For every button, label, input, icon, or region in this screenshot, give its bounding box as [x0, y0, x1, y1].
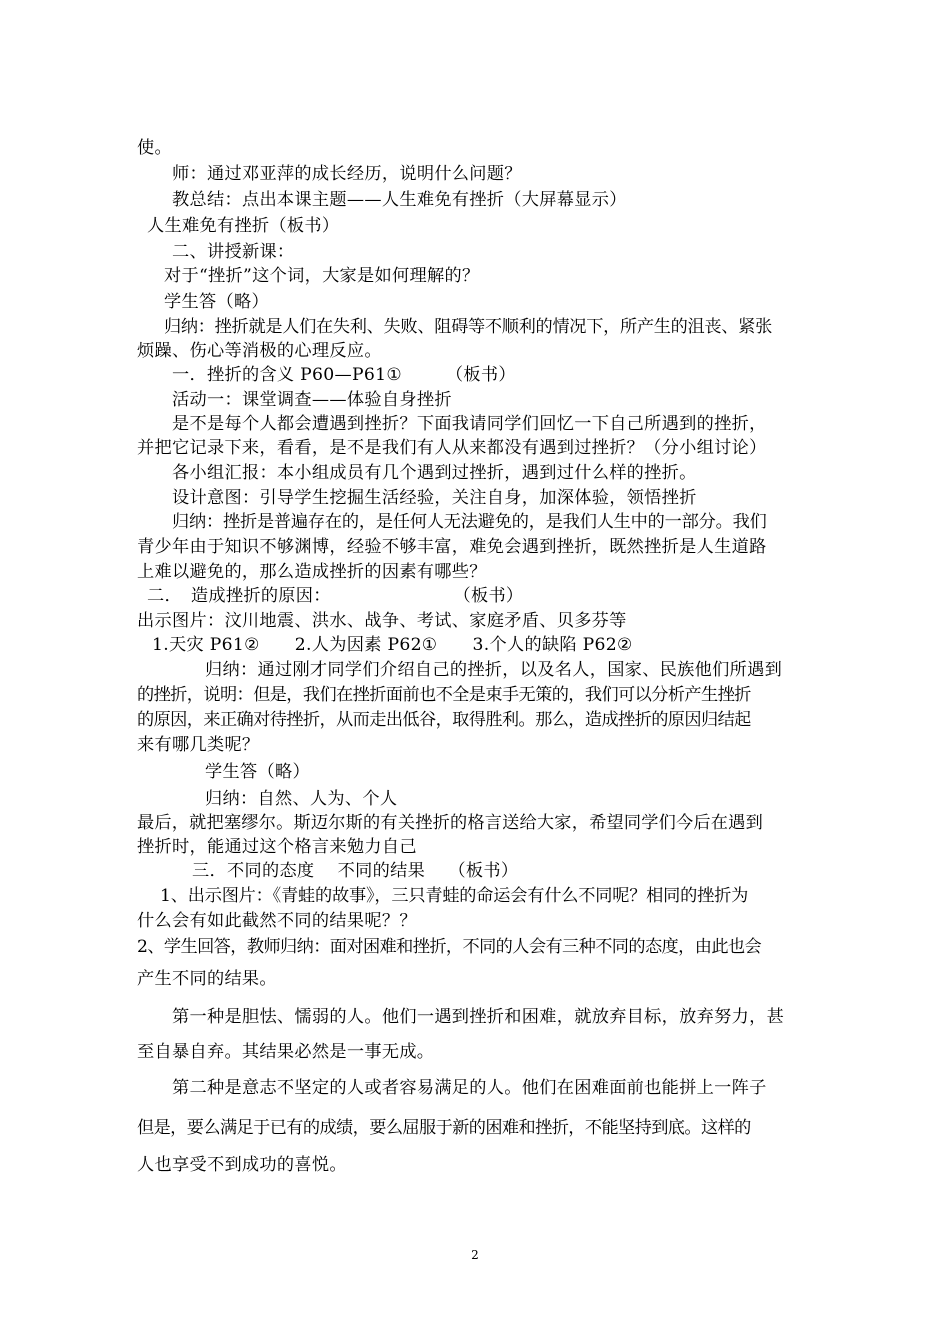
text-line: 归纳：挫折就是人们在失利、失败、阻碍等不顺利的情况下，所产生的沮丧、紧张 — [164, 317, 772, 337]
text-line: 产生不同的结果。 — [137, 969, 277, 989]
text-line: 学生答（略） — [164, 292, 269, 312]
text-line: 2、学生回答，教师归纳：面对困难和挫折，不同的人会有三种不同的态度，由此也会 — [137, 937, 762, 957]
text-line: 人生难免有挫折（板书） — [147, 216, 340, 236]
text-line: 二、讲授新课： — [172, 242, 295, 262]
text-line: 一．挫折的含义 P60—P61① （板书） — [172, 365, 516, 385]
page-number: 2 — [471, 1248, 479, 1262]
text-line: 归纳：通过刚才同学们介绍自己的挫折，以及名人，国家、民族他们所遇到 — [205, 660, 783, 680]
text-line: 1.天灾 P61② 2.人为因素 P62① 3.个人的缺陷 P62② — [152, 635, 633, 655]
text-line: 设计意图：引导学生挖掘生活经验，关注自身，加深体验，领悟挫折 — [172, 488, 697, 508]
text-line: 学生答（略） — [205, 762, 310, 782]
text-line: 1、出示图片：《青蛙的故事》，三只青蛙的命运会有什么不同呢？相同的挫折为 — [160, 886, 749, 906]
text-line: 师：通过邓亚萍的成长经历，说明什么问题？ — [172, 164, 522, 184]
text-line: 对于“挫折”这个词，大家是如何理解的？ — [164, 266, 480, 286]
text-line: 第二种是意志不坚定的人或者容易满足的人。他们在困难面前也能拼上一阵子 — [172, 1078, 767, 1098]
text-line: 第一种是胆怯、懦弱的人。他们一遇到挫折和困难，就放弃目标，放弃努力，甚 — [172, 1007, 785, 1027]
text-line: 各小组汇报：本小组成员有几个遇到过挫折，遇到过什么样的挫折。 — [172, 463, 697, 483]
text-line: 二． 造成挫折的原因： （板书） — [147, 586, 524, 606]
text-line: 活动一：课堂调查——体验自身挫折 — [172, 390, 452, 410]
text-line: 人也享受不到成功的喜悦。 — [137, 1155, 347, 1175]
text-line: 最后，就把塞缪尔。斯迈尔斯的有关挫折的格言送给大家，希望同学们今后在遇到 — [137, 813, 763, 833]
text-line: 来有哪几类呢？ — [137, 735, 260, 755]
text-line: 是不是每个人都会遭遇到挫折？下面我请同学们回忆一下自己所遇到的挫折， — [172, 414, 767, 434]
text-line: 上难以避免的，那么造成挫折的因素有哪些？ — [137, 562, 487, 582]
text-line: 什么会有如此截然不同的结果呢？？ — [137, 911, 417, 931]
text-line: 的原因，来正确对待挫折，从而走出低谷，取得胜利。那么，造成挫折的原因归结起 — [137, 710, 751, 730]
text-line: 使。 — [137, 138, 172, 158]
text-line: 至自暴自弃。其结果必然是一事无成。 — [137, 1042, 435, 1062]
text-line: 的挫折，说明：但是，我们在挫折面前也不全是束手无策的，我们可以分析产生挫折 — [137, 685, 751, 705]
text-line: 青少年由于知识不够渊博，经验不够丰富，难免会遇到挫折，既然挫折是人生道路 — [137, 537, 767, 557]
text-line: 归纳：挫折是普遍存在的，是任何人无法避免的，是我们人生中的一部分。我们 — [172, 512, 767, 532]
text-line: 归纳：自然、人为、个人 — [205, 789, 398, 809]
text-line: 三．不同的态度 不同的结果 （板书） — [192, 861, 519, 881]
text-line: 教总结：点出本课主题——人生难免有挫折（大屏幕显示） — [172, 190, 627, 210]
text-line: 并把它记录下来，看看，是不是我们有人从来都没有遇到过挫折？（分小组讨论） — [137, 438, 767, 458]
text-line: 但是，要么满足于已有的成绩，要么屈服于新的困难和挫折，不能坚持到底。这样的 — [137, 1118, 751, 1138]
text-line: 出示图片：汶川地震、洪水、战争、考试、家庭矛盾、贝多芬等 — [137, 611, 627, 631]
text-line: 烦躁、伤心等消极的心理反应。 — [137, 341, 382, 361]
text-line: 挫折时，能通过这个格言来勉力自己 — [137, 837, 417, 857]
